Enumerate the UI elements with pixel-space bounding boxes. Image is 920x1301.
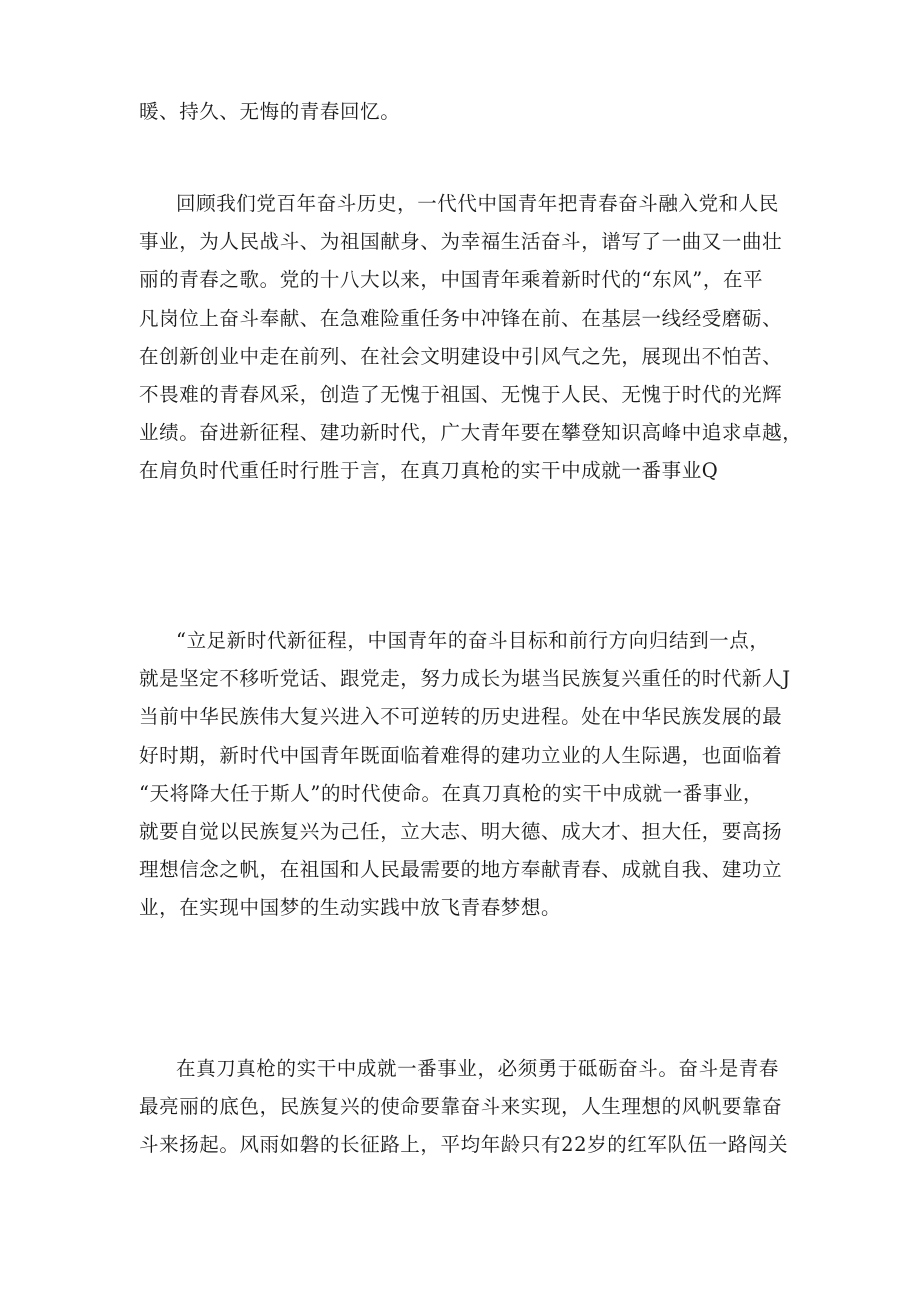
text-line: 就要自觉以民族复兴为己任，立大志、明大德、成大才、担大任，要高扬 [139, 820, 783, 844]
text-line: 斗来扬起。风雨如磐的长征路上，平均年龄只有22岁的红军队伍一路闯关 [139, 1133, 789, 1157]
text-line: 理想信念之帆，在祖国和人民最需要的地方奉献青春、成就自我、建功立 [139, 858, 783, 882]
text-line: 在肩负时代重任时行胜于言，在真刀真枪的实干中成就一番事业Q [139, 459, 719, 483]
text-line: 在真刀真枪的实干中成就一番事业，必须勇于砥砺奋斗。奋斗是青春 [176, 1057, 780, 1080]
text-line: 当前中华民族伟大复兴进入不可逆转的历史进程。处在中华民族发展的最 [139, 705, 783, 729]
text-line: 事业，为人民战斗、为祖国献身、为幸福生活奋斗，谱写了一曲又一曲壮 [139, 230, 783, 254]
text-line: 不畏难的青春风采，创造了无愧于祖国、无愧于人民、无愧于时代的光辉 [139, 383, 783, 407]
paragraph-history [139, 185, 803, 491]
paragraph-struggle [139, 1050, 799, 1165]
text-line: 暖、持久、无悔的青春回忆。 [139, 100, 401, 123]
paragraph-continuation [139, 93, 799, 131]
text-line: 回顾我们党百年奋斗历史，一代代中国青年把青春奋斗融入党和人民 [176, 192, 780, 215]
text-line: 最亮丽的底色，民族复兴的使命要靠奋斗来实现，人生理想的风帆要靠奋 [139, 1095, 783, 1119]
text-line: 就是坚定不移听党话、跟党走，努力成长为堪当民族复兴重任的时代新人J [139, 667, 791, 691]
text-line: “立足新时代新征程，中国青年的奋斗目标和前行方向归结到一点， [176, 629, 770, 652]
text-line: 业绩。奋进新征程、建功新时代，广大青年要在攀登知识高峰中追求卓越， [139, 421, 803, 445]
text-line: 丽的青春之歌。党的十八大以来，中国青年乘着新时代的“东风”，在平 [139, 268, 764, 292]
paragraph-new-era [139, 622, 799, 928]
text-line: 好时期，新时代中国青年既面临着难得的建功立业的人生际遇，也面临着 [139, 743, 783, 767]
text-line: 业，在实现中国梦的生动实践中放飞青春梦想。 [139, 896, 562, 920]
text-line: 在创新创业中走在前列、在社会文明建设中引风气之先，展现出不怕苦、 [139, 344, 783, 368]
text-line: “天将降大任于斯人”的时代使命。在真刀真枪的实干中成就一番事业， [139, 781, 764, 805]
text-line: 凡岗位上奋斗奉献、在急难险重任务中冲锋在前、在基层一线经受磨砺、 [139, 306, 783, 330]
